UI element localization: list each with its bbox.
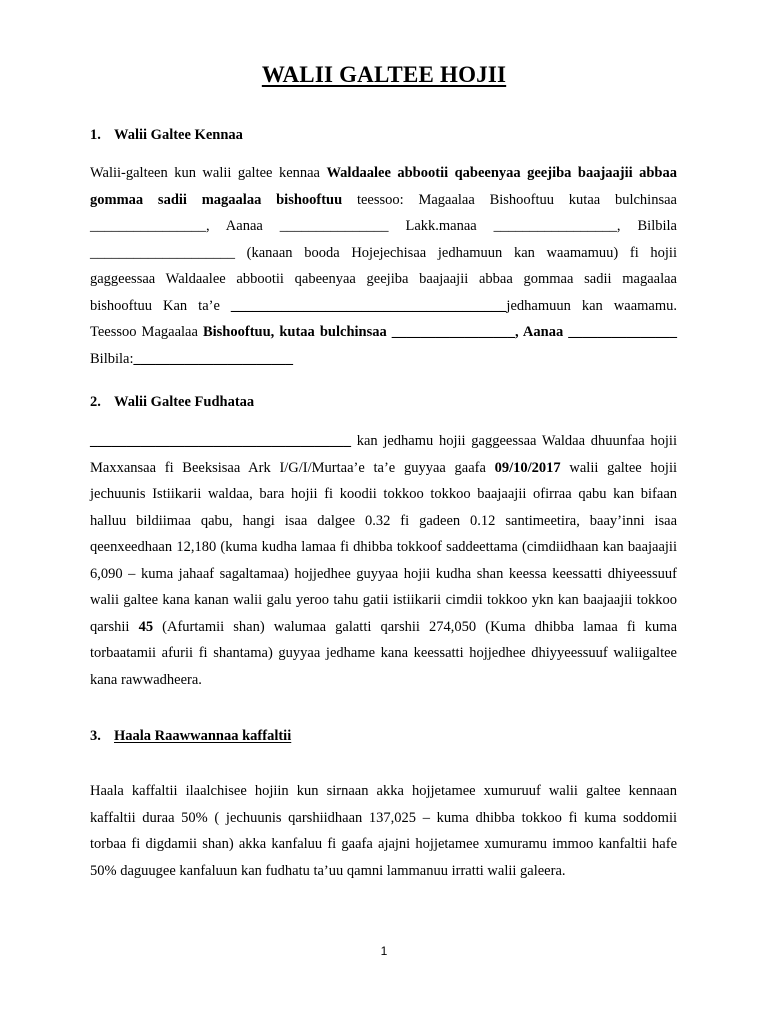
section-3-paragraph (90, 778, 677, 884)
paragraph-text: kan jedhamu hojii gaggeessaa Waldaa dhuunfaa hojii Maxxansaa fi Beeksisaa Ark I/G/I/Murtaa’e ta’e guyyaa gaafa (90, 433, 677, 476)
paragraph-text: (Afurtamii shan) walumaa galatti qarshii 274,050 (Kuma dhibba lamaa fi kuma torbaatamii afurii fi shantama) guyyaa jedhame kana keessatti hojjedhee dhiyyeessuuf waliigaltee kana rawwadheera. (90, 618, 677, 688)
section-3-title: Haala Raawwannaa kaffaltii (114, 728, 292, 744)
section-2-paragraph (90, 428, 677, 693)
section-1-number: 1. (90, 127, 101, 143)
section-2-title: Walii Galtee Fudhataa (114, 394, 255, 410)
paragraph-text: walii galtee hojii jechuunis Istiikarii waldaa, bara hojii fi koodii tokkoo tokkoo baajaajii ofirraa qabu kan bifaan halluu bildiimaa qabu, hangi isaa dalgee 0.32 fi gadeen 0.12 santimeetira, baay’inni isaa qeenxeedhaan 12,180 (kuma kudha lamaa fi dhibba tokkoof saddeettama (cimdiidhaan kan baajaajii 6,090 – kuma jahaaf sagaltamaa) hojjedhee guyyaa hojii kudha shan keessa keessatti dhiyeessuuf walii galtee kana kanan walii galu yeroo tahu gatii istiikarii cimdii tokkoo ykn kan baajaajii tokkoo qarshii (90, 459, 678, 635)
page-number: 1 (380, 944, 388, 958)
section-3-number: 3. (90, 728, 101, 744)
paragraph-text: Bilbila: (90, 350, 134, 367)
document-title: WALII GALTEE HOJII (261, 62, 507, 87)
section-1-title: Walii Galtee Kennaa (114, 127, 243, 143)
blank-line: ______________________ (133, 350, 293, 367)
paragraph-text: teessoo: Magaalaa Bishooftuu kutaa bulchinsaa ________________, Aanaa _______________ Lakk.manaa _________________, Bilbila ____________________ (kanaan booda Hojejechisaa jedhamuun kan waamamuu) fi hojii gaggeessaa Waldaalee abbootii qabeenyaa geejiba baajaajii abbaa gommaa sadii magaalaa bishooftuu Kan ta’e (90, 191, 677, 314)
section-3-heading (90, 726, 291, 746)
section-2-heading (90, 392, 254, 412)
section-1-heading (90, 125, 243, 145)
paragraph-text: Walii-galteen kun walii galtee kennaa (90, 165, 327, 181)
paragraph-text: jedhamuun kan waamamu. Teessoo Magaalaa (90, 297, 677, 340)
section-2-number: 2. (90, 394, 101, 410)
bold-date: 09/10/2017 (494, 459, 561, 476)
section-1-paragraph (90, 160, 677, 372)
bold-text: Bishooftuu, kutaa bulchinsaa _________________, Aanaa _______________ (202, 324, 678, 340)
blank-line: ____________________________________ (90, 433, 351, 449)
paragraph-text: Haala kaffaltii ilaalchisee hojiin kun sirnaan akka hojjetamee xumuruuf walii galtee kennaan kaffaltii duraa 50% ( jechuunis qarshiidhaan 137,025 – kuma dhibba tokkoo fi kuma soddomii torbaa fi digdamii shan) akka kanfaluu fi gaafa ajajni hojjetamee xumuramu immoo kanfaltii hafe 50% daguugee kanfaluun kan fudhatu ta’uu qamni lammanuu irratti walii galeera. (90, 783, 677, 879)
bold-amount: 45 (138, 618, 154, 635)
blank-line: ______________________________________ (230, 297, 507, 314)
bold-text: Waldaalee abbootii qabeenyaa geejiba baajaajii abbaa gommaa sadii magaalaa bishooftuu (90, 165, 677, 208)
